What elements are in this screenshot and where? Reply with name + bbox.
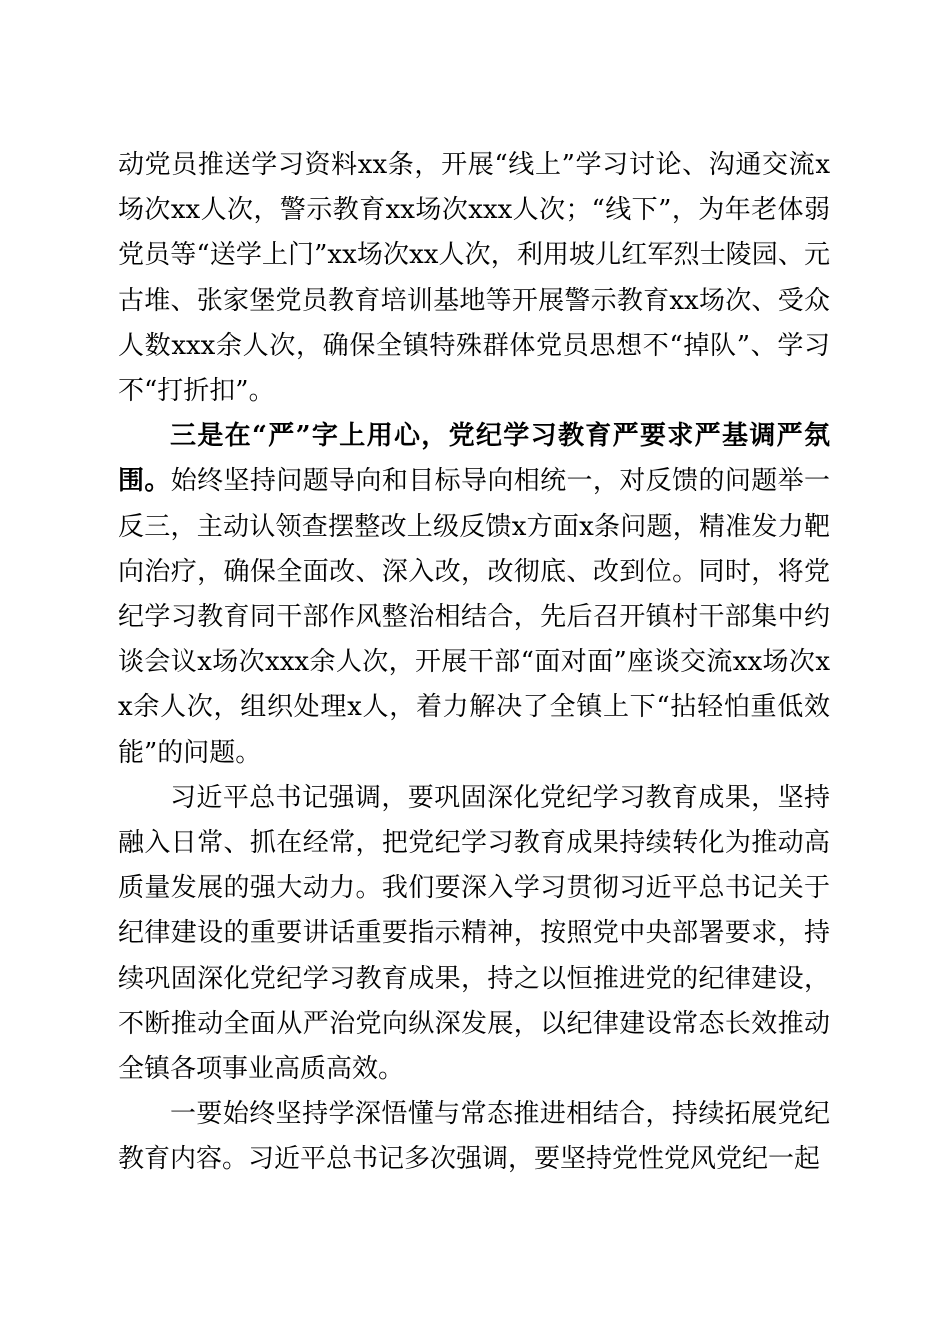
paragraph-text: 一要始终坚持学深悟懂与常态推进相结合，持续拓展党纪教育内容。习近平总书记多次强调，要坚持党性党风党纪一起 — [118, 1099, 830, 1175]
paragraph-text: 始终坚持问题导向和目标导向相统一，对反馈的问题举一反三，主动认领查摆整改上级反馈x方面x条问题，精准发力靶向治疗，确保全面改、深入改，改彻底、改到位。同时，将党纪学习教育同干部作风整治相结合，先后召开镇村干部集中约谈会议x场次xxx余人次，开展干部“面对面”座谈交流xx场次xx余人次，组织处理x人，着力解决了全镇上下“拈轻怕重低效能”的问题。 — [118, 466, 830, 768]
paragraph-point-three — [118, 414, 830, 776]
paragraph-heading: 三是在“严”字上用心，党纪学习教育严要求严基调严氛围。 — [118, 421, 830, 497]
document-body — [118, 143, 830, 1183]
paragraph-continuation — [118, 143, 830, 414]
paragraph-point-one — [118, 1092, 830, 1182]
paragraph-text: 动党员推送学习资料xx条，开展“线上”学习讨论、沟通交流x场次xx人次，警示教育xx场次xxx人次；“线下”，为年老体弱党员等“送学上门”xx场次xx人次，利用坡儿红军烈士陵园、元古堆、张家堡党员教育培训基地等开展警示教育xx场次、受众人数xxx余人次，确保全镇特殊群体党员思想不“掉队”、学习不“打折扣”。 — [118, 150, 830, 407]
paragraph-text: 习近平总书记强调，要巩固深化党纪学习教育成果，坚持融入日常、抓在经常，把党纪学习教育成果持续转化为推动高质量发展的强大动力。我们要深入学习贯彻习近平总书记关于纪律建设的重要讲话重要指示精神，按照党中央部署要求，持续巩固深化党纪学习教育成果，持之以恒推进党的纪律建设，不断推动全面从严治党向纵深发展，以纪律建设常态长效推动全镇各项事业高质高效。 — [118, 782, 830, 1085]
paragraph-summary — [118, 776, 830, 1092]
